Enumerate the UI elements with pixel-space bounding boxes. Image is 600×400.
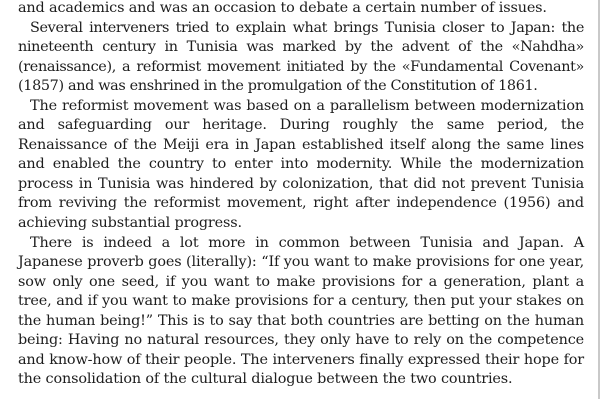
paragraph-japanese-proverb: There is indeed a lot more in common between Tunisia and Japan. A Japanese proverb goes (literally): “If you want to make provisions for one year, sow only one seed, if you want to make provisions for a generation, plant a tree, and if you want to make provisions for a century, then put your stakes on the human being!” This is to say that both countries are betting on the human being: Having no natural resources, they only have to rely on the competence and know-how of their people. The interveners finally expressed their hope for the consolidation of the cultural dialogue between the two countries. [18, 234, 584, 388]
paragraph-reformist-movement: The reformist movement was based on a parallelism between modernization and safeguarding our heritage. During roughly the same period, the Renaissance of the Meiji era in Japan established itself along the same lines and enabled the country to enter into modernity. While the modernization process in Tunisia was hindered by colonization, that did not prevent Tunisia from reviving the reformist movement, right after independence (1956) and achieving substantial progress. [18, 97, 584, 232]
paragraph-nahdha: Several interveners tried to explain what brings Tunisia closer to Japan: the nineteenth century in Tunisia was marked by the advent of the «Nahdha» (renaissance), a reformist movement initiated by the «Fundamental Covenant» (1857) and was enshrined in the promulgation of the Constitution of 1861. [18, 19, 584, 95]
paragraph-continuation: and academics and was an occasion to debate a certain number of issues. [18, 0, 547, 16]
body-text [18, 0, 584, 390]
